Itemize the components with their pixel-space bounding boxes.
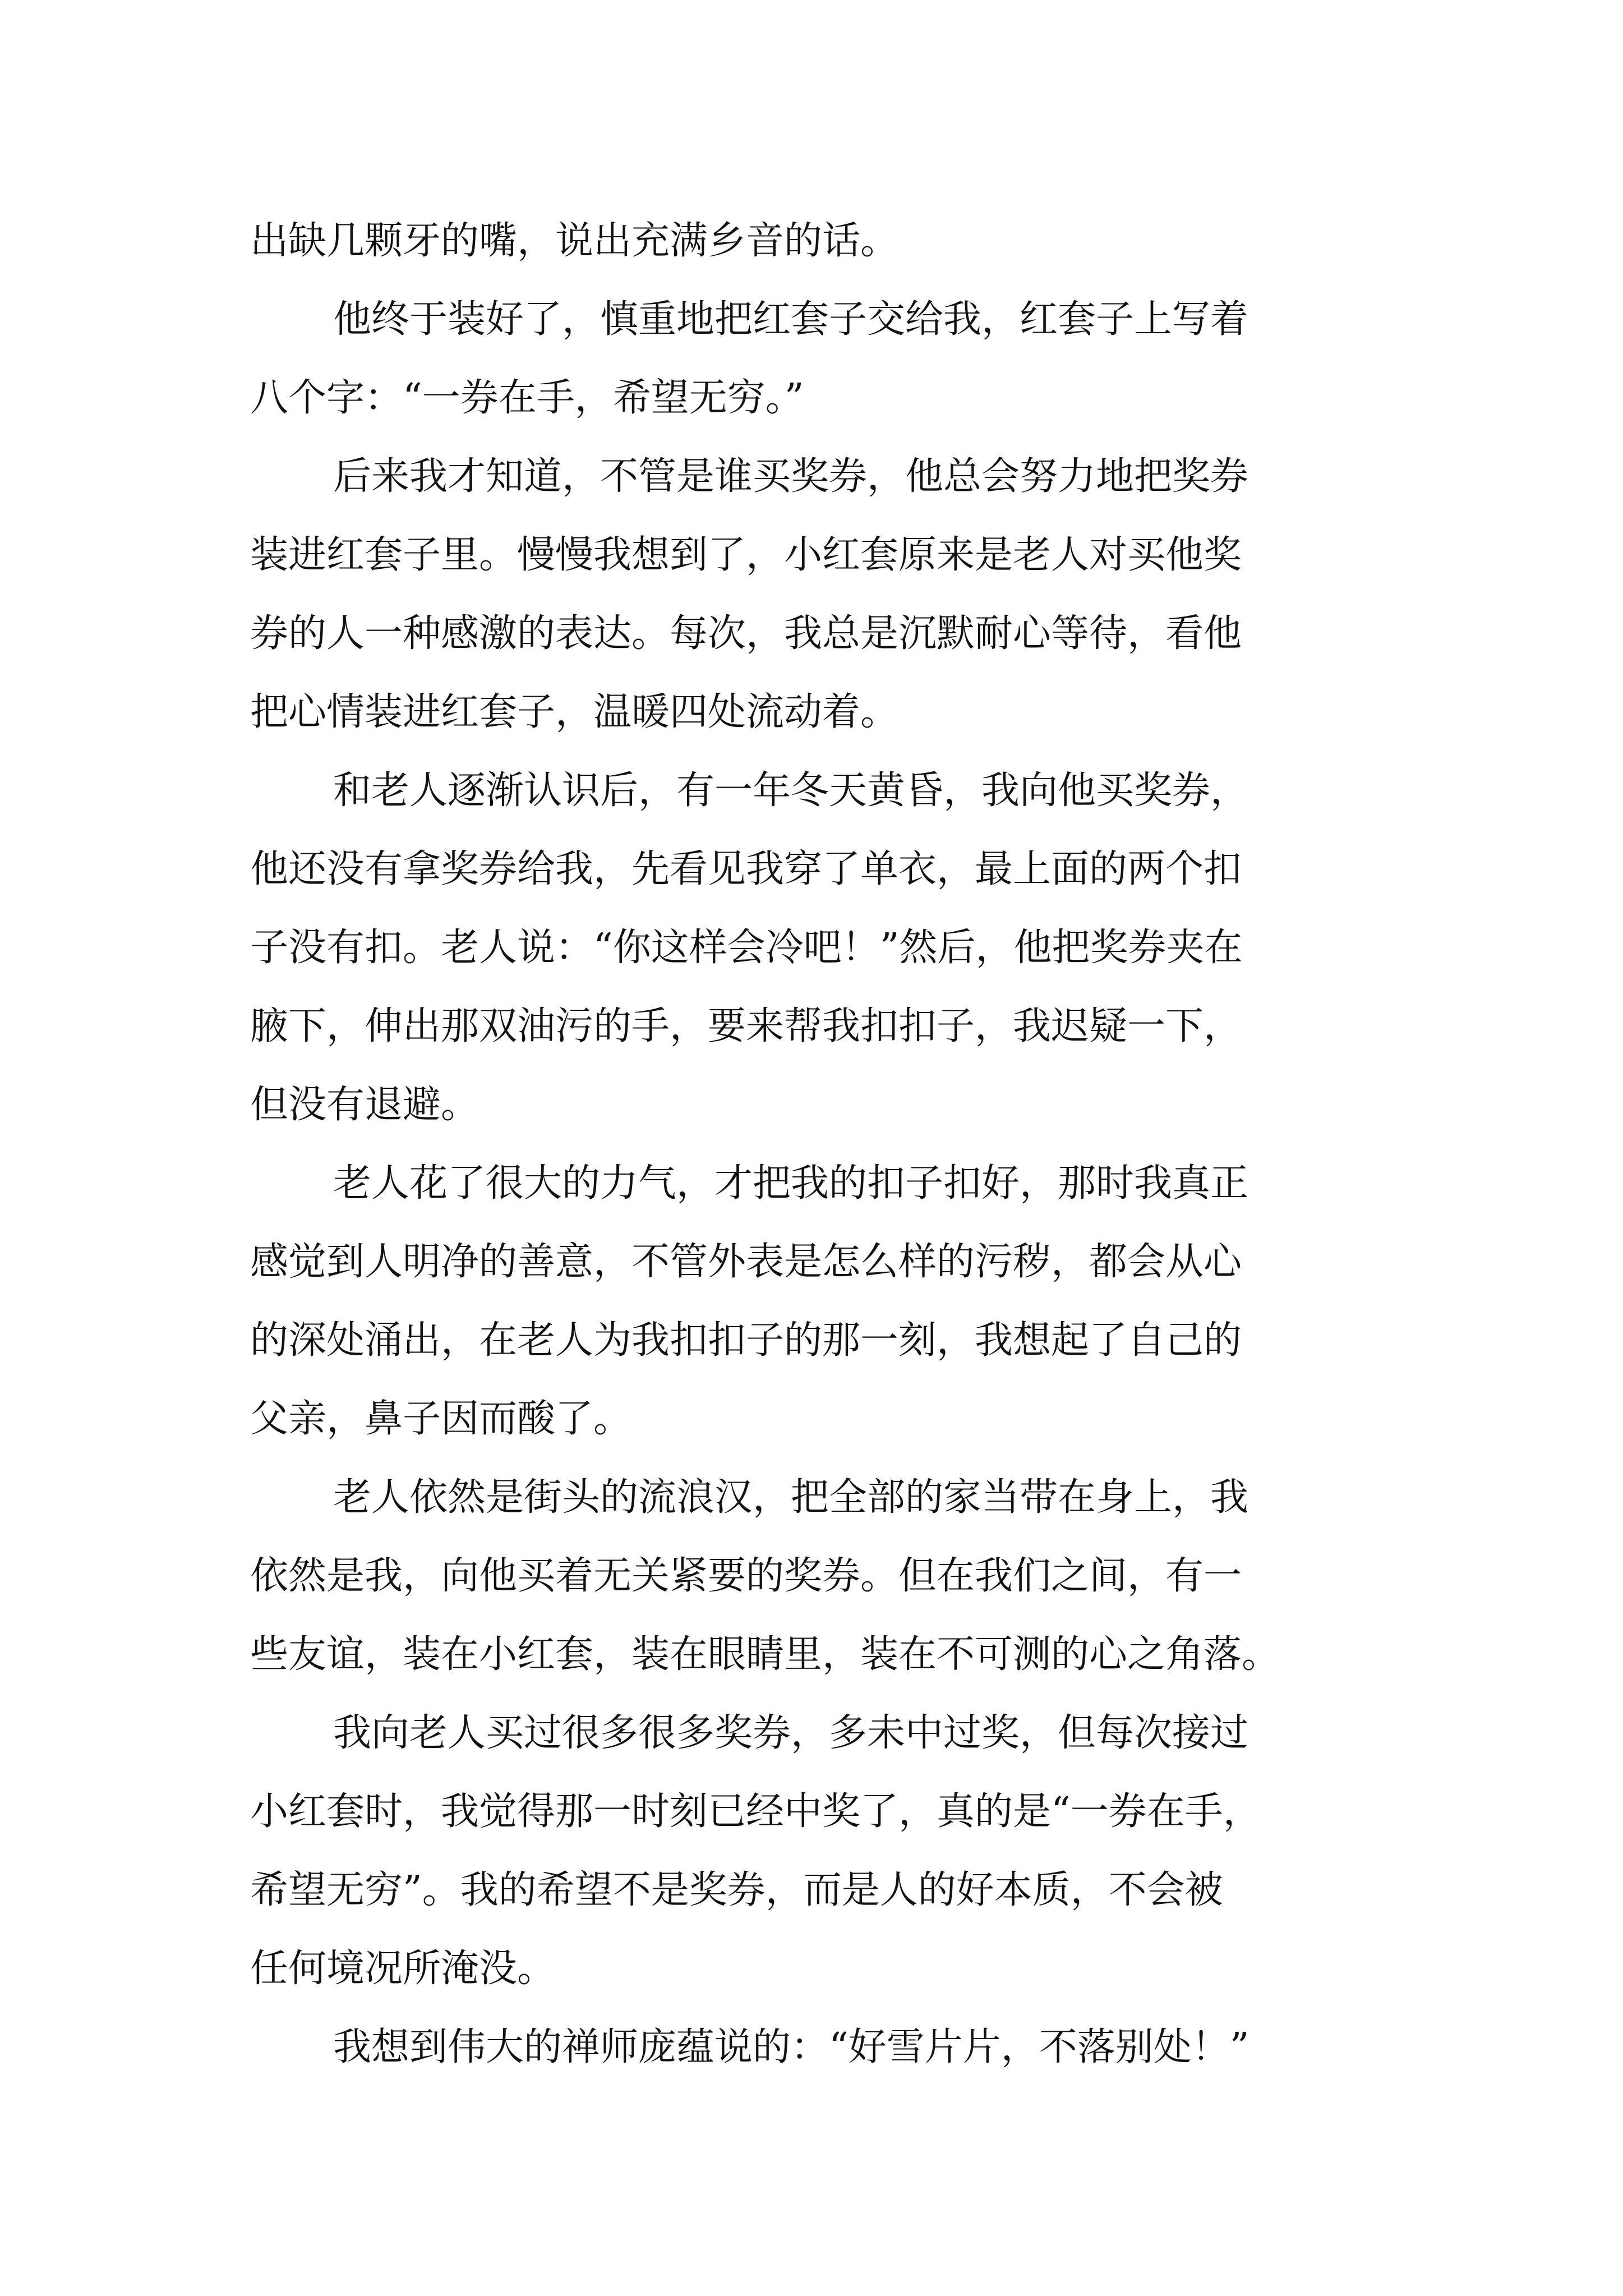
text-line: 的深处涌出，在老人为我扣扣子的那一刻，我想起了自己的	[250, 1318, 1242, 1363]
text-line: 小红套时，我觉得那一时刻已经中奖了，真的是“一券在手，	[250, 1789, 1261, 1834]
text-line: 后来我才知道，不管是谁买奖券，他总会努力地把奖券	[333, 454, 1249, 499]
paragraph-7	[250, 1694, 1389, 2008]
body-text	[250, 202, 1389, 2087]
text-line: 我向老人买过很多很多奖券，多未中过奖，但每次接过	[333, 1711, 1249, 1755]
paragraph-8	[250, 2008, 1389, 2087]
paragraph-2	[250, 280, 1389, 438]
text-line: 和老人逐渐认识后，有一年冬天黄昏，我向他买奖券，	[333, 769, 1249, 813]
text-line: 子没有扣。老人说：“你这样会冷吧！”然后，他把奖券夹在	[250, 926, 1243, 970]
text-line: 任何境况所淹没。	[250, 1947, 556, 1991]
paragraph-5	[250, 1144, 1389, 1458]
paragraph-1	[250, 202, 1389, 280]
text-line: 腋下，伸出那双油污的手，要来帮我扣扣子，我迟疑一下，	[250, 1004, 1242, 1048]
text-line: 老人花了很大的力气，才把我的扣子扣好，那时我真正	[333, 1161, 1249, 1205]
text-line: 感觉到人明净的善意，不管外表是怎么样的污秽，都会从心	[250, 1240, 1242, 1284]
text-line: 装进红套子里。慢慢我想到了，小红套原来是老人对买他奖	[250, 533, 1242, 577]
text-line: 希望无穷”。我的希望不是奖券，而是人的好本质，不会被	[250, 1868, 1223, 1912]
text-line: 他终于装好了，慎重地把红套子交给我，红套子上写着	[333, 297, 1249, 342]
text-line: 依然是我，向他买着无关紧要的奖券。但在我们之间，有一	[250, 1554, 1242, 1598]
text-line: 些友谊，装在小红套，装在眼睛里，装在不可测的心之角落。	[250, 1632, 1280, 1677]
paragraph-6	[250, 1458, 1389, 1694]
text-line: 把心情装进红套子，温暖四处流动着。	[250, 690, 899, 734]
text-line: 我想到伟大的禅师庞蕴说的：“好雪片片，不落别处！”	[333, 2025, 1249, 2069]
paragraph-3	[250, 438, 1389, 752]
text-line: 老人依然是街头的流浪汉，把全部的家当带在身上，我	[333, 1475, 1249, 1520]
paragraph-4	[250, 752, 1389, 1144]
text-line: 父亲，鼻子因而酸了。	[250, 1397, 632, 1441]
text-line: 他还没有拿奖券给我，先看见我穿了单衣，最上面的两个扣	[250, 847, 1242, 891]
text-line: 出缺几颗牙的嘴，说出充满乡音的话。	[250, 219, 899, 263]
text-line: 八个字：“一券在手，希望无穷。”	[250, 376, 804, 420]
text-line: 但没有退避。	[250, 1083, 479, 1127]
text-line: 券的人一种感激的表达。每次，我总是沉默耐心等待，看他	[250, 611, 1242, 656]
